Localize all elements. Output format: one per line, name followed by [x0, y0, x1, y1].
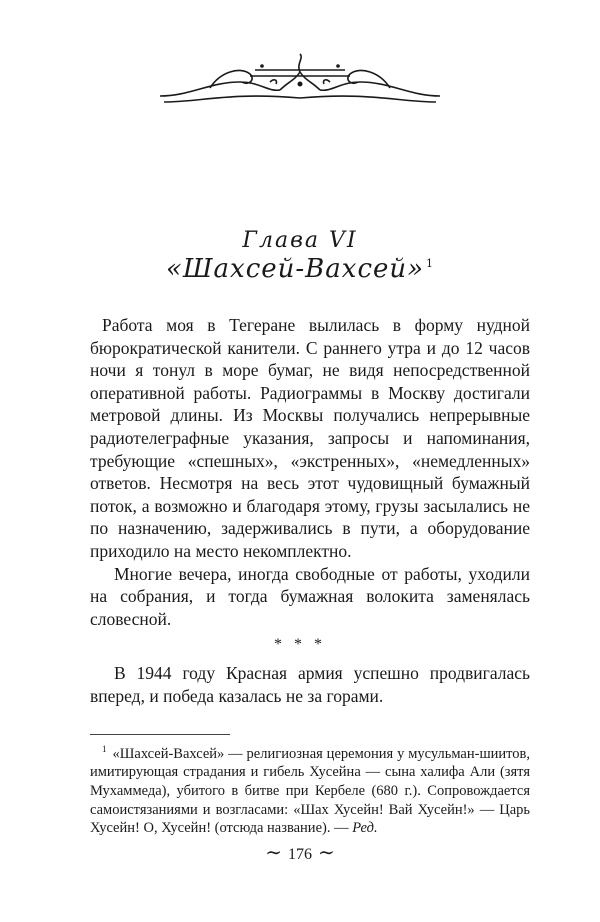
- footnote-mark: 1: [102, 744, 107, 754]
- page-number: 176: [288, 846, 312, 863]
- paragraph-1: Работа моя в Тегеране вылилась в форму нудной бюрократической канители. С раннего утра и до 12 часов ночи я тонул в море бумаг, не видя непосредственной оперативной работы. Радиограммы в Москву достигали метровой длины. Из Москвы получались непрерывные радиотелеграфные указания, запросы и напоминания, требующие «спешных», «экстренных», «немедленных» ответов. Несмотря на весь этот чудовищный бумажный поток, а возможно и благодаря этому, грузы засылались не по назначению, задерживались в пути, а оборудование приходило на место некомплектно.: [90, 315, 530, 561]
- chapter-title: [0, 254, 600, 284]
- chapter-body: [90, 314, 530, 630]
- footnote-text: «Шахсей-Вахсей» — религиозная церемония у мусульман-шиитов, имитирующая страдания и гибель Хусейна — сына халифа Али (зятя Мухаммеда), убитого в битве при Кербеле (680 г.). Сопровождается самоистязаниями и возгласами: «Шах Хусейн! Вай Хусейн!» — Царь Хусейн! О, Хусейн! (отсюда название). —: [90, 745, 530, 837]
- decorative-ornament-icon: [150, 52, 450, 112]
- tilde-right-icon: ∼: [318, 842, 335, 864]
- section-body: [90, 662, 530, 707]
- footnote-divider: [90, 734, 230, 735]
- footnote-signature: Ред.: [352, 820, 378, 837]
- footnote: [90, 740, 530, 838]
- page-footer: [0, 840, 600, 865]
- paragraph-2: Многие вечера, иногда свободные от работы, уходили на собрания, и тогда бумажная волокита заменялась словесной.: [90, 563, 530, 629]
- footnote-reference: 1: [426, 257, 435, 271]
- section-separator: * * *: [274, 636, 326, 653]
- chapter-number: Глава VI: [242, 228, 358, 253]
- paragraph-3: В 1944 году Красная армия успешно продвигалась вперед, и победа казалась не за горами.: [90, 663, 530, 706]
- tilde-left-icon: ∼: [265, 842, 282, 864]
- chapter-title-text: «Шахсей-Вахсей»: [165, 254, 425, 284]
